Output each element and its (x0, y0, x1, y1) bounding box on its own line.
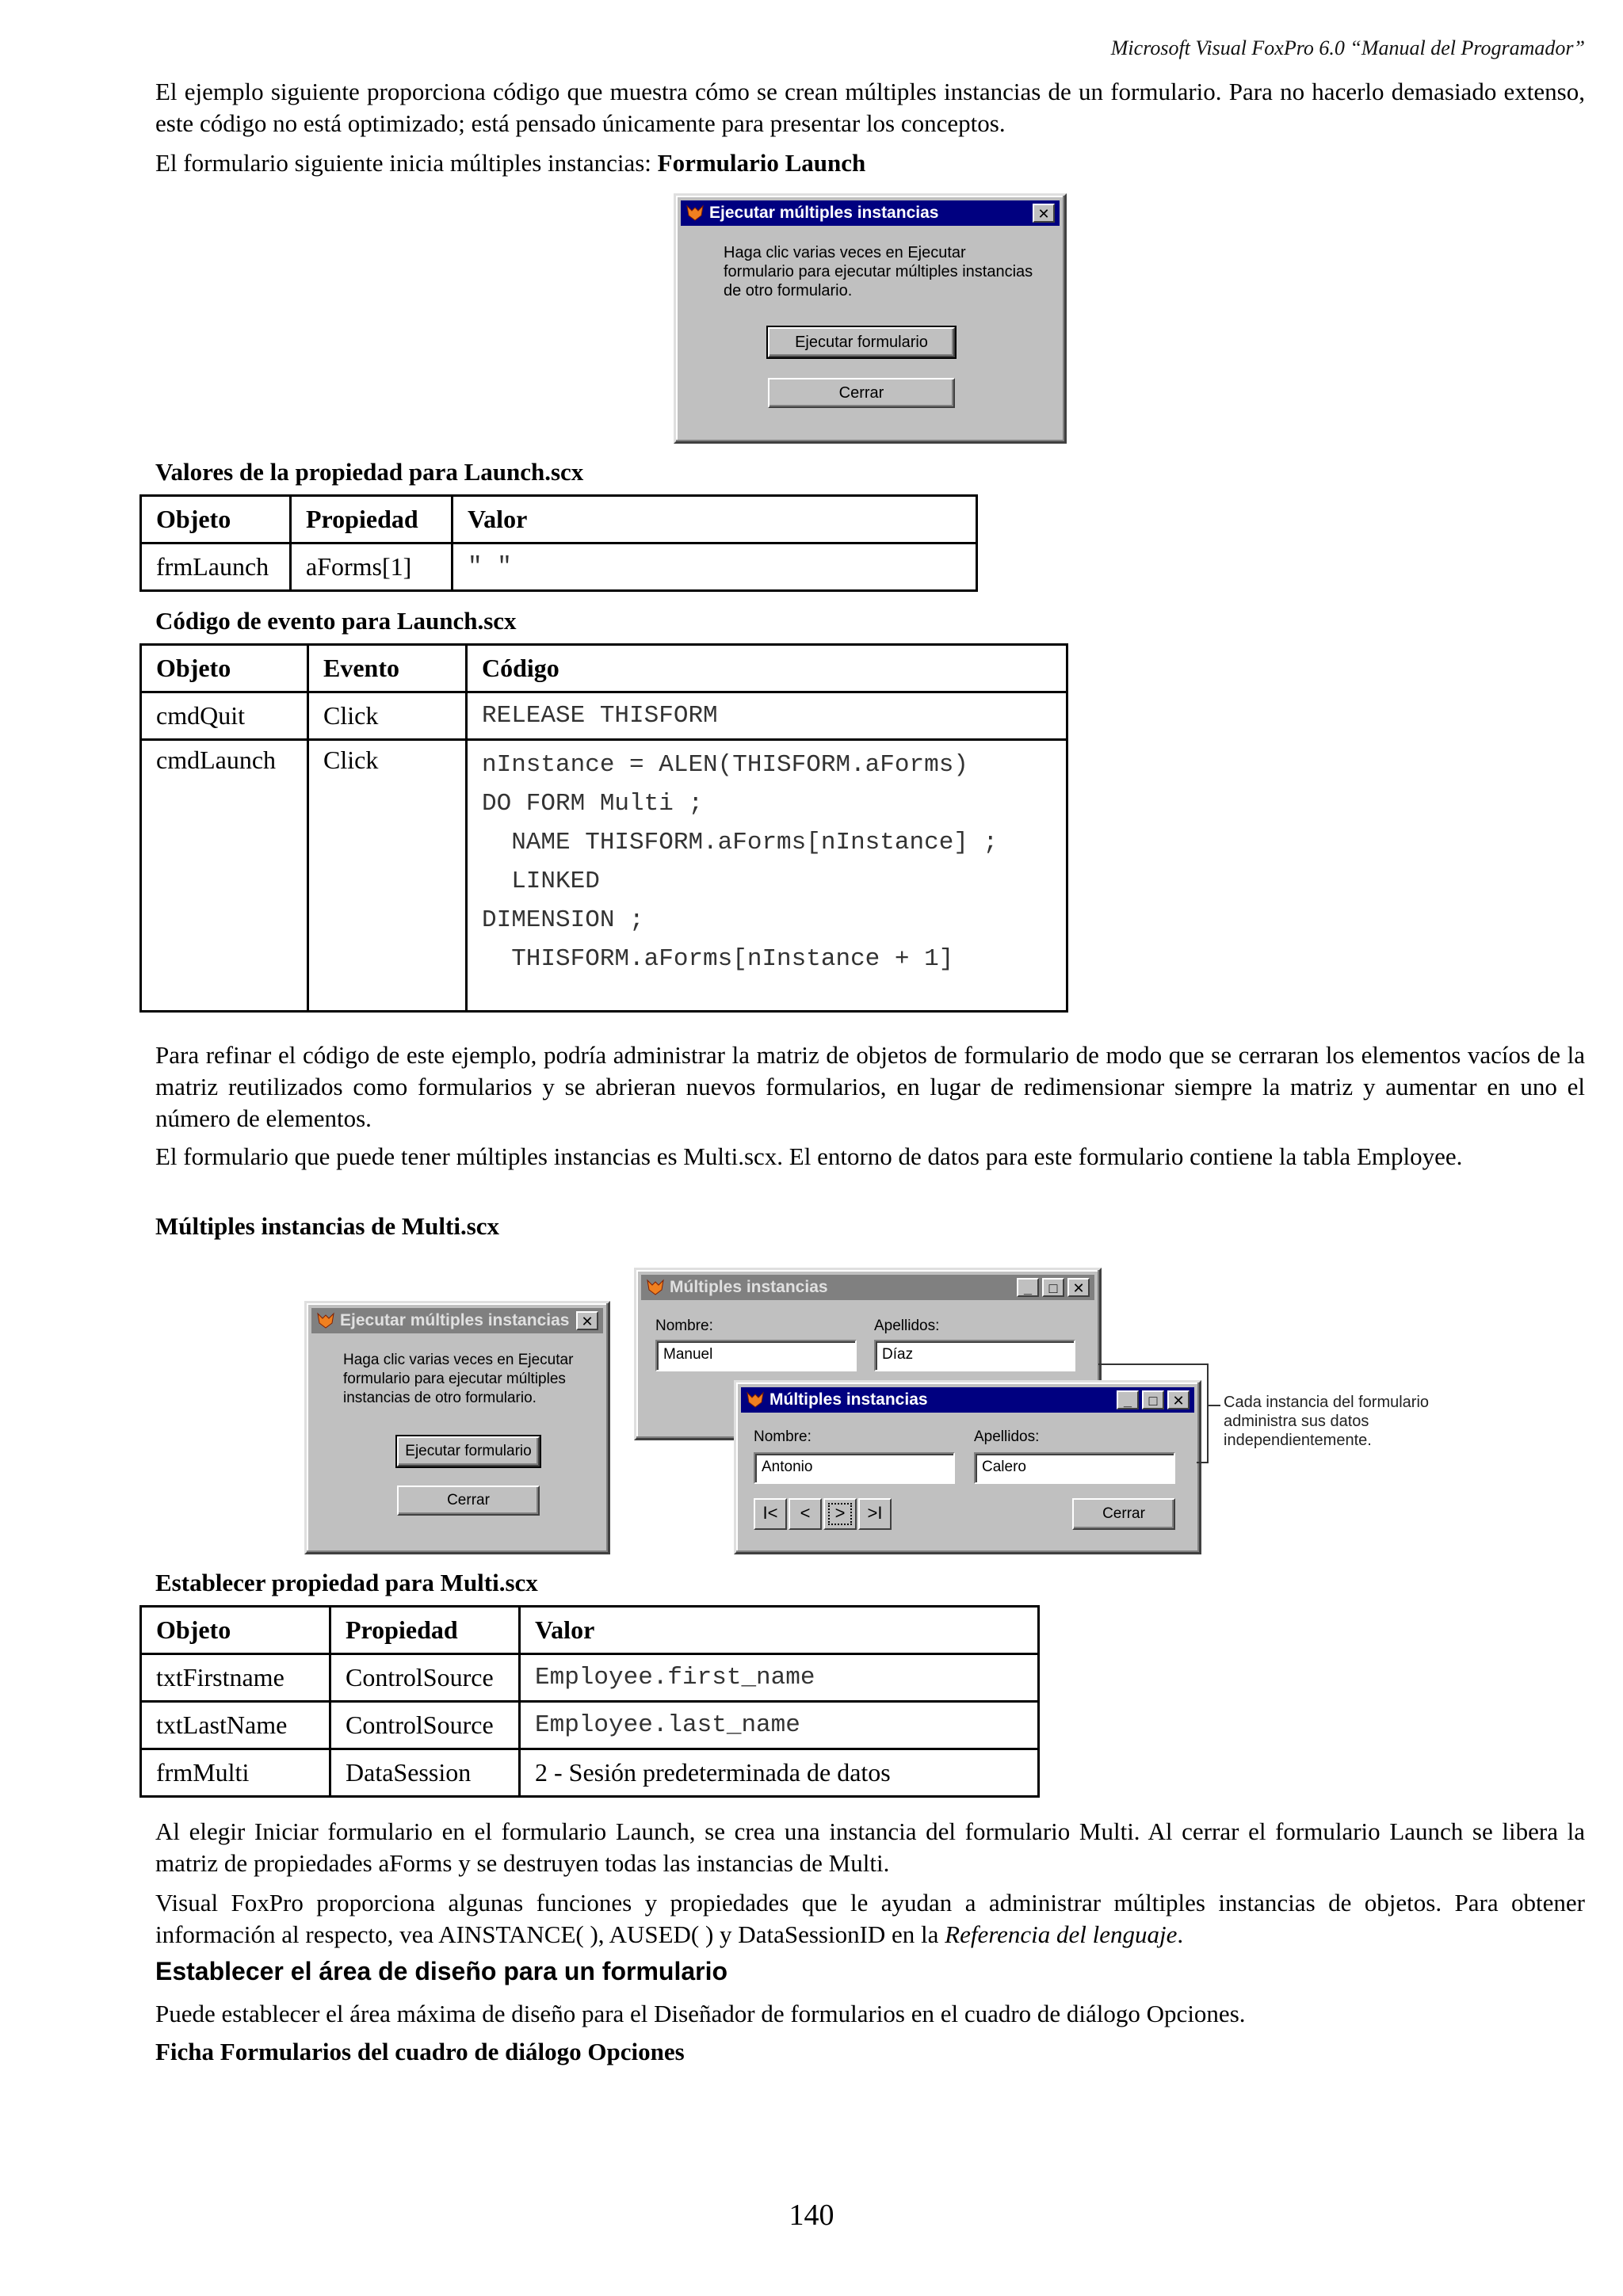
language-reference-link: Referencia del lenguaje (945, 1920, 1178, 1948)
functions-end: . (1177, 1920, 1184, 1948)
table2-header: Código (467, 645, 1067, 692)
minimize-icon[interactable]: _ (1117, 1390, 1139, 1409)
last-name-label: Apellidos: (974, 1428, 1040, 1445)
fox-icon (646, 1279, 665, 1296)
functions-paragraph (155, 1887, 1585, 1951)
fox-icon (746, 1391, 765, 1409)
code-line: DO FORM Multi ; (482, 790, 704, 818)
multi-paragraph: El formulario que puede tener múltiples instancias es Multi.scx. El entorno de datos para este formulario contiene la tabla Employee. (155, 1142, 1463, 1170)
table3-cell: txtLastName (141, 1702, 330, 1749)
table3-cell: Employee.first_name (520, 1654, 1039, 1702)
multi-launch-titlebar (311, 1308, 603, 1333)
launch-dialog-title: Ejecutar múltiples instancias (709, 204, 939, 222)
first-record-button[interactable]: I< (754, 1498, 787, 1530)
close-icon[interactable]: ✕ (1033, 204, 1055, 223)
code-line: RELEASE THISFORM (482, 702, 718, 730)
callout-bracket (1097, 1363, 1224, 1466)
table1-caption: Valores de la propiedad para Launch.scx (155, 458, 584, 486)
table2-header: Objeto (141, 645, 308, 692)
table3-header: Objeto (141, 1607, 330, 1654)
launch-events-table (139, 643, 1068, 1013)
table1-cell: frmLaunch (141, 543, 291, 591)
code-line: nInstance = ALEN(THISFORM.aForms) (482, 751, 968, 779)
intro-launch-text: El formulario siguiente inicia múltiples instancias: (155, 149, 651, 177)
launch-dialog-titlebar (681, 200, 1060, 226)
first-name-input[interactable]: Manuel (655, 1340, 857, 1371)
close-button[interactable]: Cerrar (768, 378, 955, 408)
intro-launch-bold: Formulario Launch (657, 149, 866, 177)
refine-paragraph: Para refinar el código de este ejemplo, podría administrar la matriz de objetos de formulario de modo que se cerraran los elementos vacíos de la matriz reutilizados como formularios y se abrieran nuevos formularios, en lugar de redimensionar siempre la matriz y aumentar en uno el número de elementos. (155, 1041, 1585, 1132)
table1-cell: aForms[1] (291, 543, 453, 591)
multi-back-titlebar (641, 1275, 1094, 1300)
multi-back-title: Múltiples instancias (670, 1278, 828, 1296)
table1-header: Propiedad (291, 496, 453, 543)
close-button[interactable]: Cerrar (397, 1486, 540, 1516)
table2-cell: Click (308, 692, 467, 740)
fox-icon (316, 1312, 335, 1329)
code-line: DIMENSION ; (482, 906, 644, 934)
intro-launch-line (155, 147, 1585, 179)
close-icon[interactable]: ✕ (1167, 1390, 1190, 1409)
launch-dialog-text: Haga clic varias veces en Ejecutar formulario para ejecutar múltiples instancias de otro formulario. (724, 244, 1033, 299)
close-icon[interactable]: ✕ (1067, 1278, 1090, 1297)
table2-code-cell (467, 740, 1067, 1012)
code-line: LINKED (482, 868, 600, 895)
previous-record-button[interactable]: < (789, 1498, 822, 1530)
maximize-icon[interactable]: □ (1142, 1390, 1164, 1409)
table3-cell: 2 - Sesión predeterminada de datos (520, 1749, 1039, 1797)
last-record-button[interactable]: >I (858, 1498, 892, 1530)
last-name-input[interactable]: Calero (974, 1452, 1175, 1484)
last-name-input[interactable]: Díaz (874, 1340, 1075, 1371)
launch-release-paragraph: Al elegir Iniciar formulario en el formulario Launch, se crea una instancia del formulario Multi. Al cerrar el formulario Launch se libera la matriz de propiedades aForms y se destruyen todas las instancias de Multi. (155, 1817, 1585, 1877)
table2-header: Evento (308, 645, 467, 692)
minimize-icon[interactable]: _ (1017, 1278, 1039, 1297)
table2-cell: cmdLaunch (141, 740, 308, 1012)
multi-launch-text: Haga clic varias veces en Ejecutar formulario para ejecutar múltiples instancias de otro formulario. (343, 1352, 574, 1406)
table1-header: Valor (453, 496, 977, 543)
table1-cell: " " (453, 543, 977, 591)
options-caption: Ficha Formularios del cuadro de diálogo Opciones (155, 2038, 685, 2065)
table2-cell: cmdQuit (141, 692, 308, 740)
run-form-button-label: Ejecutar formulario (795, 334, 928, 351)
maximize-icon[interactable]: □ (1042, 1278, 1064, 1297)
functions-text: Visual FoxPro proporciona algunas funciones y propiedades que le ayudan a administrar múltiples instancias de objetos. Para obtener información al respecto, vea AINSTANCE( ), AUSED( ) y DataSessionID en la (155, 1889, 1585, 1948)
page-number: 140 (789, 2199, 834, 2232)
run-form-button[interactable] (768, 327, 955, 357)
table3-cell: frmMulti (141, 1749, 330, 1797)
table3-caption: Establecer propiedad para Multi.scx (155, 1569, 538, 1596)
launch-dialog (674, 193, 1067, 444)
table1-header: Objeto (141, 496, 291, 543)
close-button[interactable]: Cerrar (1072, 1498, 1175, 1530)
design-area-paragraph: Puede establecer el área máxima de diseño para el Diseñador de formularios en el cuadro de diálogo Opciones. (155, 2000, 1246, 2027)
table3-cell: ControlSource (330, 1702, 520, 1749)
multi-properties-table (139, 1605, 1040, 1798)
close-icon[interactable]: ✕ (576, 1311, 598, 1330)
table3-cell: Employee.last_name (520, 1702, 1039, 1749)
table3-header: Valor (520, 1607, 1039, 1654)
table3-cell: DataSession (330, 1749, 520, 1797)
table3-cell: ControlSource (330, 1654, 520, 1702)
multi-launch-title: Ejecutar múltiples instancias (340, 1311, 570, 1329)
name-label: Nombre: (655, 1318, 713, 1334)
table2-cell: Click (308, 740, 467, 1012)
table2-code-cell (467, 692, 1067, 740)
section-heading: Establecer el área de diseño para un formulario (155, 1957, 728, 1985)
table2-caption: Código de evento para Launch.scx (155, 607, 517, 635)
code-line: THISFORM.aForms[nInstance + 1] (482, 945, 954, 973)
multi-launch-dialog (304, 1301, 610, 1554)
run-form-button[interactable]: Ejecutar formulario (397, 1436, 540, 1466)
name-label: Nombre: (754, 1428, 812, 1445)
running-header: Microsoft Visual FoxPro 6.0 “Manual del Programador” (1110, 36, 1585, 59)
multi-front-title: Múltiples instancias (769, 1390, 928, 1409)
code-line: NAME THISFORM.aForms[nInstance] ; (482, 829, 999, 856)
intro-paragraph: El ejemplo siguiente proporciona código que muestra cómo se crean múltiples instancias de un formulario. Para no hacerlo demasiado extenso, este código no está optimizado; está pensado únicamente para presentar los conceptos. (155, 78, 1585, 137)
next-record-button[interactable]: > (823, 1498, 857, 1530)
fox-icon (685, 204, 705, 222)
launch-properties-table (139, 494, 978, 592)
callout-text: Cada instancia del formulario administra sus datos independientemente. (1224, 1394, 1430, 1449)
last-name-label: Apellidos: (874, 1318, 940, 1334)
table3-header: Propiedad (330, 1607, 520, 1654)
table3-cell: txtFirstname (141, 1654, 330, 1702)
first-name-input[interactable]: Antonio (754, 1452, 955, 1484)
multi-caption: Múltiples instancias de Multi.scx (155, 1212, 500, 1240)
